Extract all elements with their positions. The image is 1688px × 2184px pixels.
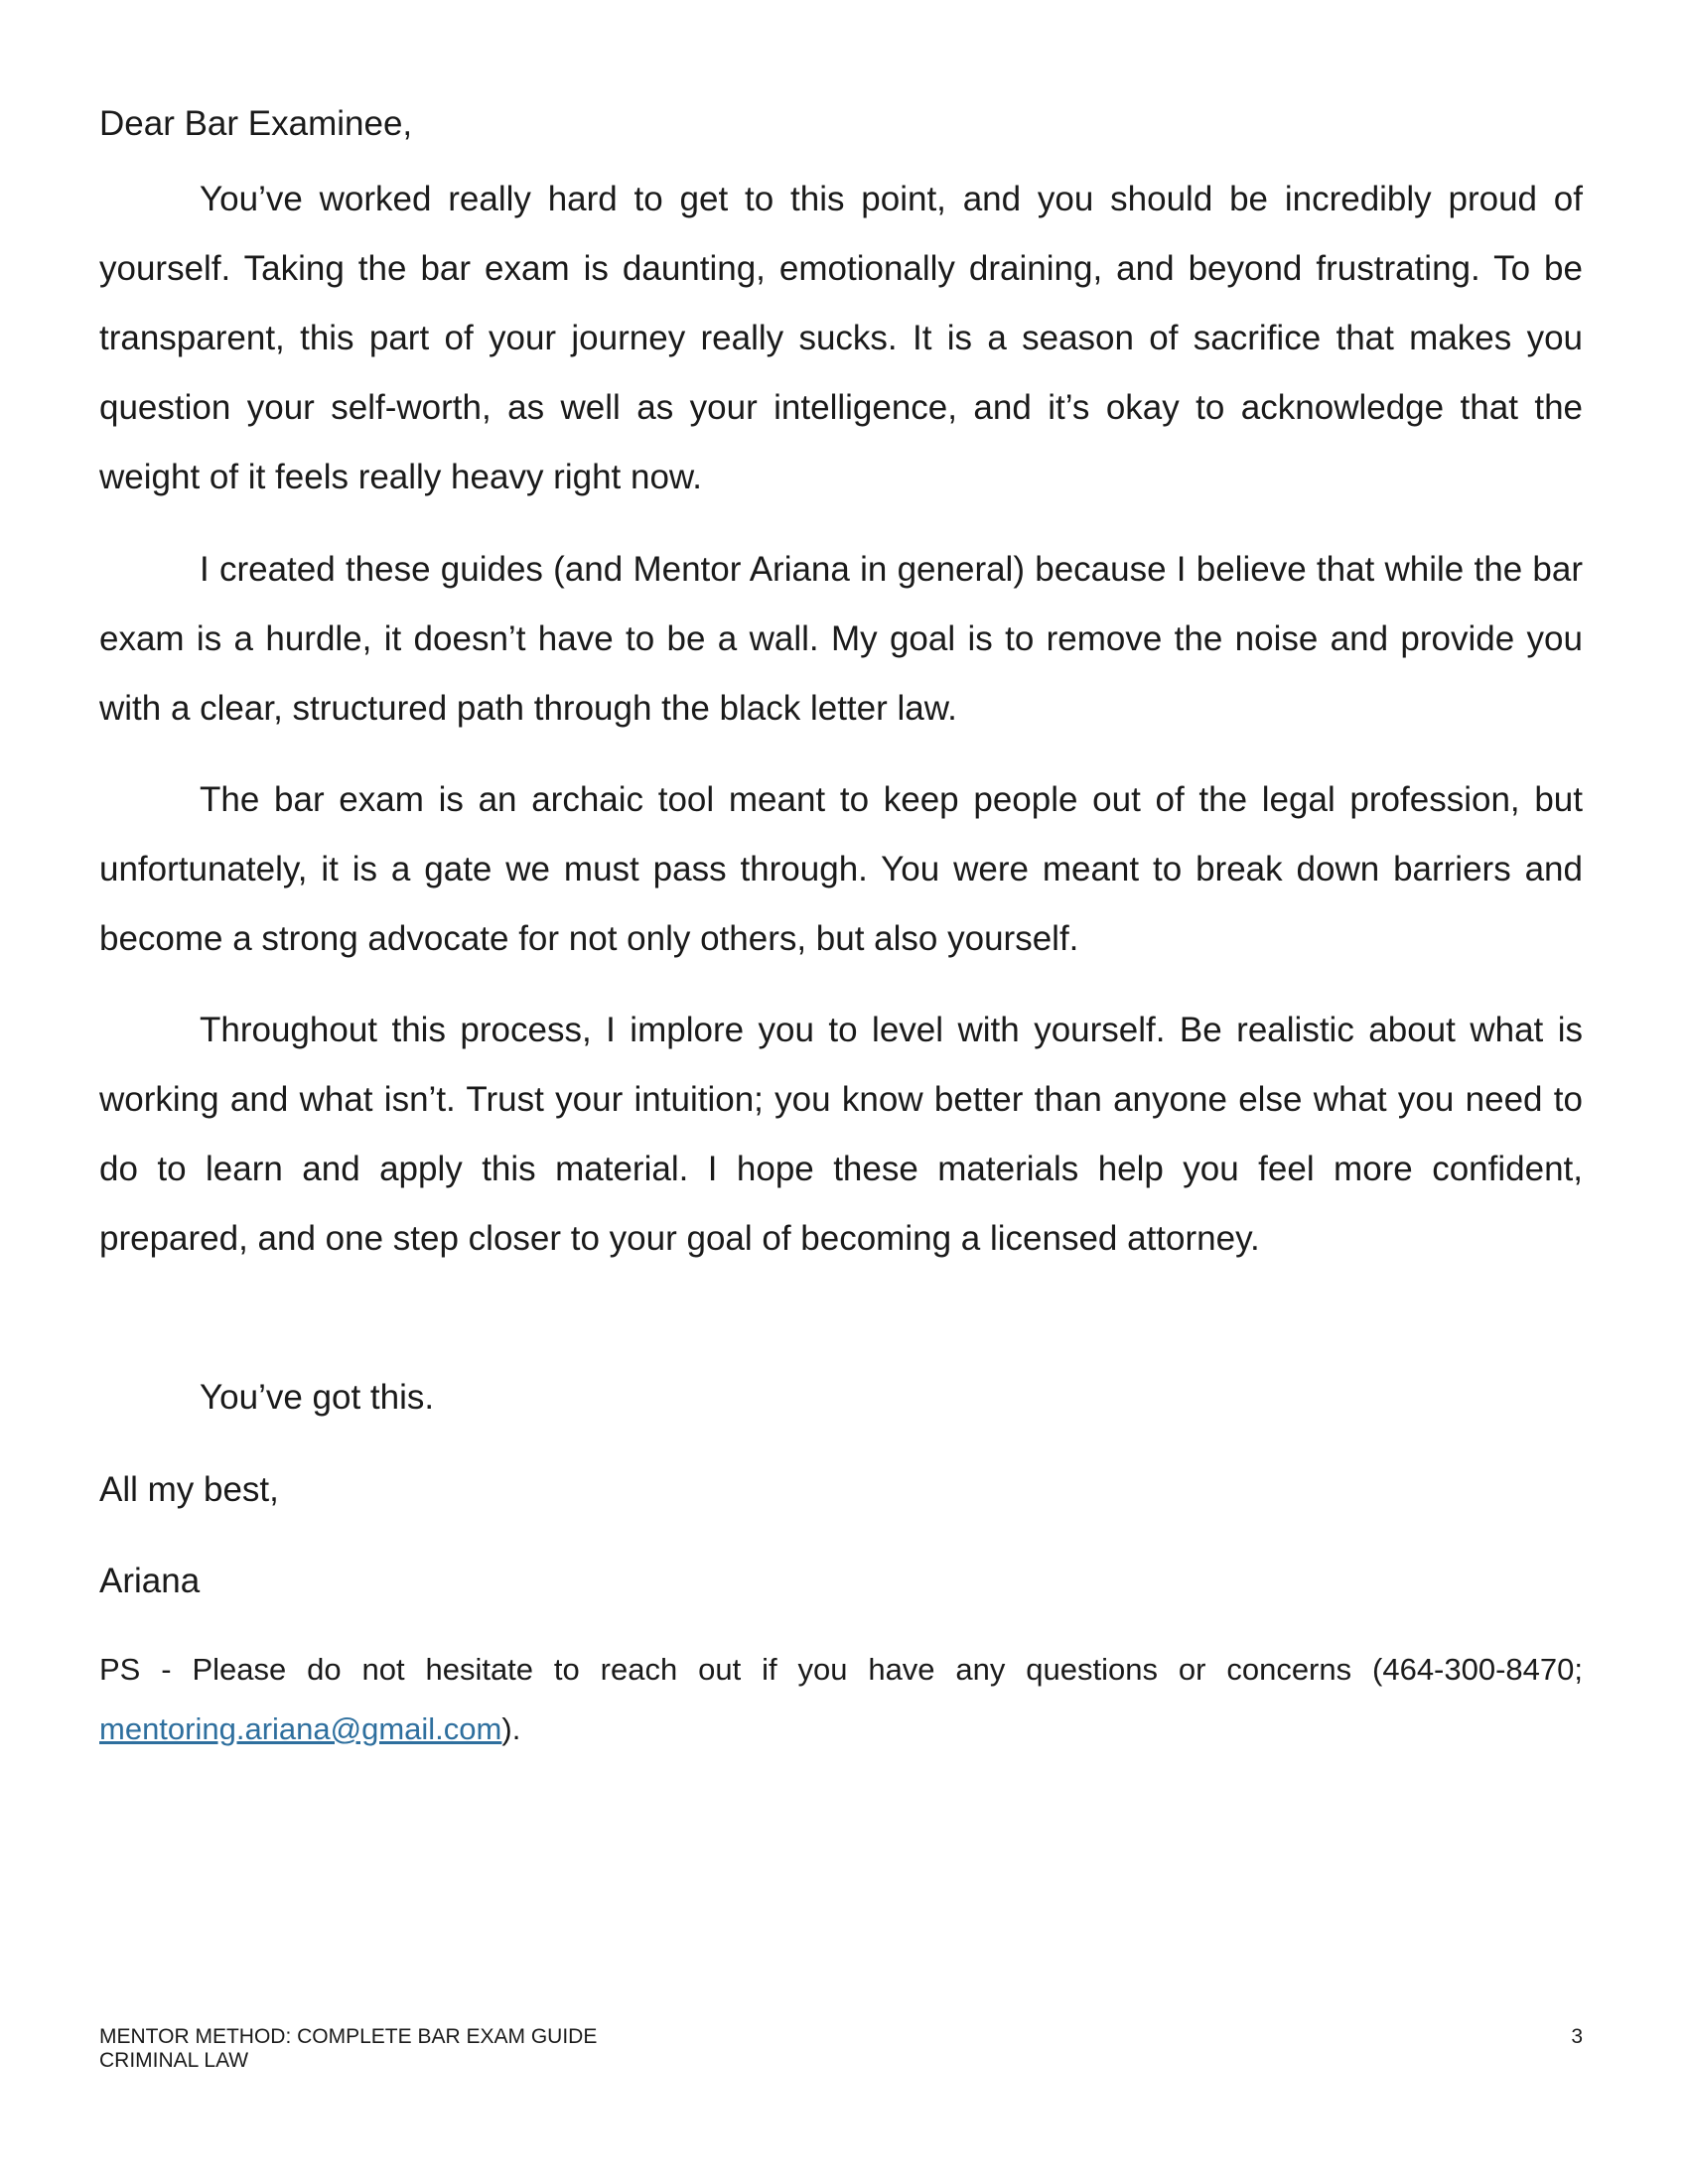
paragraph-2: I created these guides (and Mentor Ariana in general) because I believe that while the bar exam is a hurdle, it doesn’t have to be a wall. My goal is to remove the noise and provide you with a clear, structured path through the black letter law. [99, 550, 1583, 728]
page-number: 3 [1571, 2025, 1583, 2048]
paragraph-3: The bar exam is an archaic tool meant to keep people out of the legal profession, but unfortunately, it is a gate we must pass through. You were meant to break down barriers and become a strong advocate for not only others, but also yourself. [99, 780, 1583, 958]
footer-title-line-2: CRIMINAL LAW [99, 2049, 249, 2072]
footer-title [99, 2025, 597, 2073]
email-link[interactable]: mentoring.ariana@gmail.com [99, 1711, 502, 1746]
footer-title-line-1: MENTOR METHOD: COMPLETE BAR EXAM GUIDE [99, 2025, 598, 2048]
postscript-text: PS - Please do not hesitate to reach out if you have any questions or concerns (464-300-8470; [99, 1652, 1583, 1687]
postscript-end: ). [501, 1711, 521, 1746]
paragraph-4: Throughout this process, I implore you to level with yourself. Be realistic about what is working and what isn’t. Trust your intuition; you know better than anyone else what you need to do to learn and apply this material. I hope these materials help you feel more confident, prepared, and one step closer to your goal of becoming a licensed attorney. [99, 1011, 1583, 1258]
encouragement-line: You’ve got this. [200, 1378, 435, 1417]
salutation: Dear Bar Examinee, [99, 104, 413, 143]
postscript [99, 1640, 1583, 1759]
closing-line: All my best, [99, 1470, 279, 1509]
signature-name: Ariana [99, 1562, 201, 1600]
paragraph-1: You’ve worked really hard to get to this point, and you should be incredibly proud of yourself. Taking the bar exam is daunting, emotionally draining, and beyond frustrating. To be transparent, this part of your journey really sucks. It is a season of sacrifice that makes you question your self-worth, as well as your intelligence, and it’s okay to acknowledge that the weight of it feels really heavy right now. [99, 180, 1583, 496]
letter-page [99, 0, 1583, 2184]
